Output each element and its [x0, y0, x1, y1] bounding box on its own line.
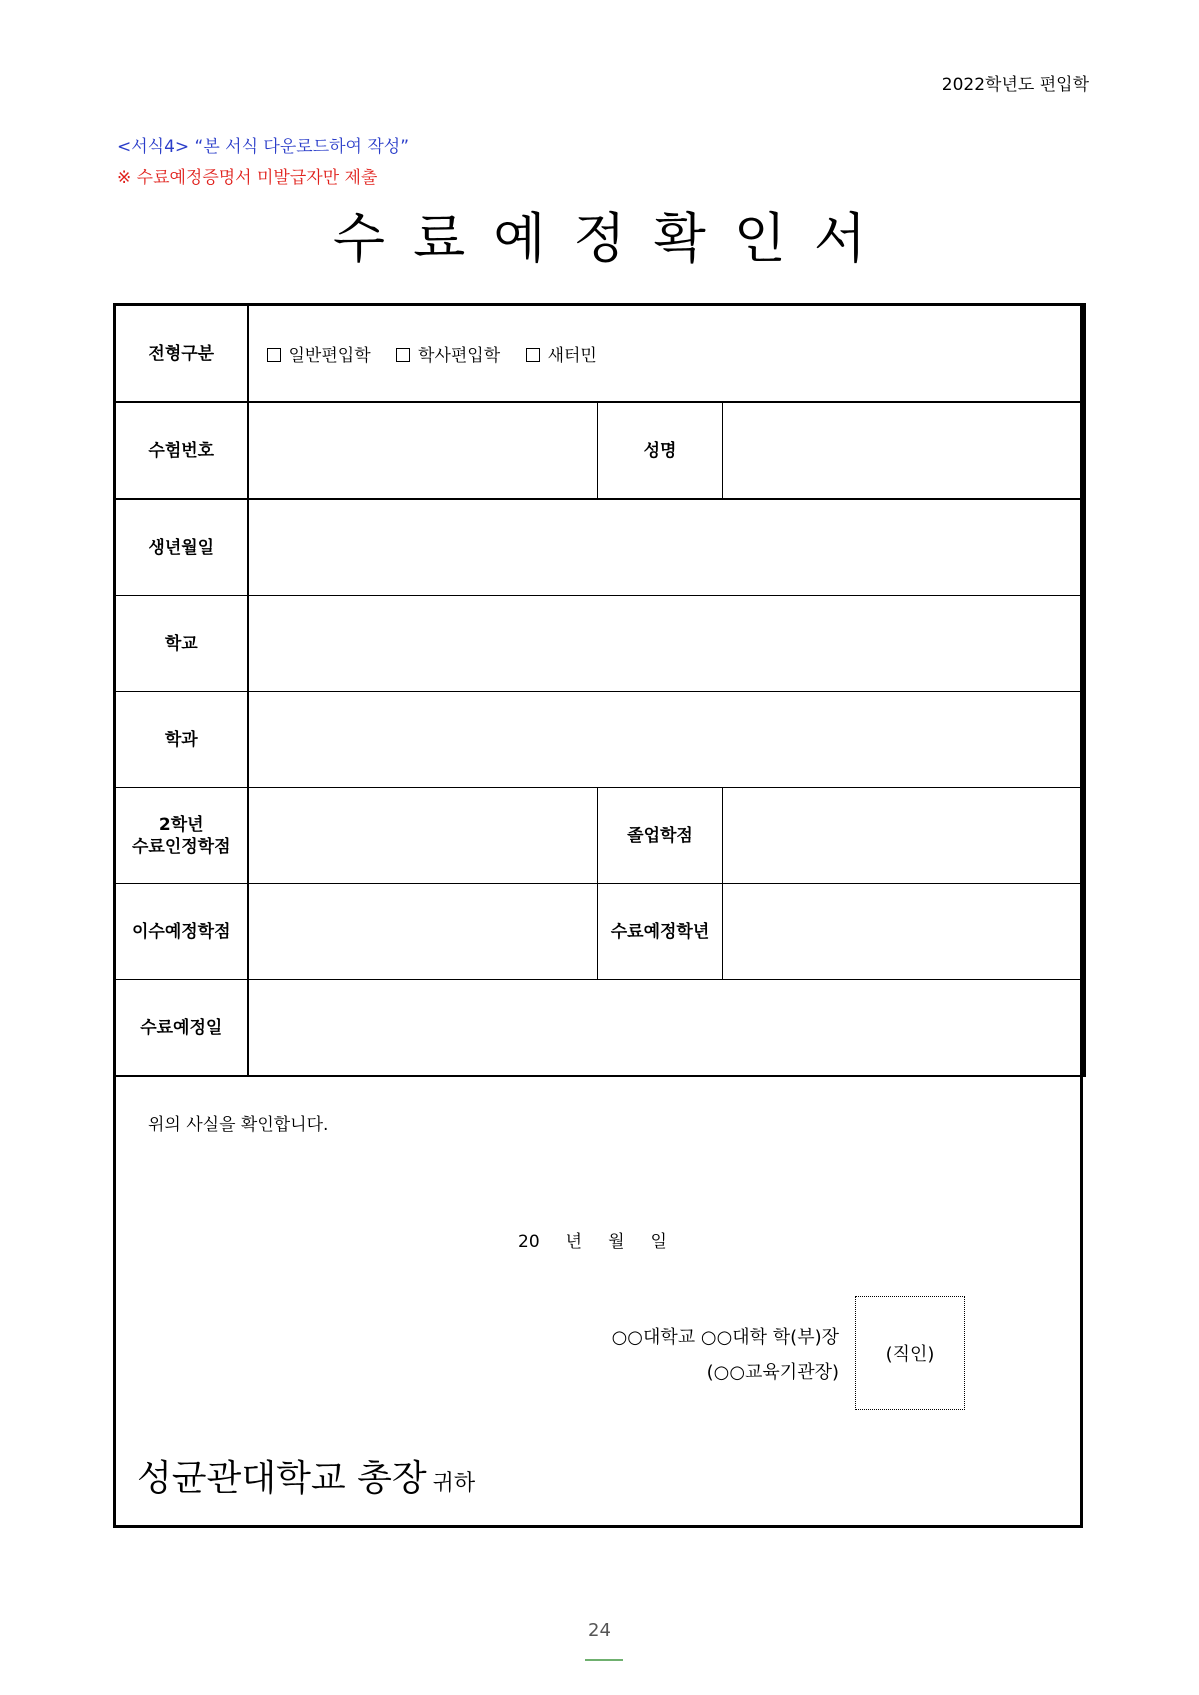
confirmation-statement: 위의 사실을 확인합니다.: [148, 1115, 329, 1135]
date-line: [518, 1227, 693, 1252]
expected-credits-label: 이수예정학점: [115, 884, 248, 980]
addressee-name: 성균관대학교 총장: [137, 1458, 427, 1499]
date-year: 20: [518, 1232, 540, 1252]
signer-title: ○○대학교 ○○대학 학(부)장: [611, 1327, 839, 1348]
option-general[interactable]: 일반편입학: [267, 341, 371, 366]
graduation-credits-label: 졸업학점: [598, 788, 723, 884]
signer-institution: (○○교육기관장): [706, 1362, 839, 1383]
official-seal-box: [855, 1296, 965, 1410]
date-year-unit: 년: [565, 1232, 583, 1252]
admission-type-label: 전형구분: [115, 305, 248, 403]
page-title: 수료예정확인서: [332, 207, 895, 270]
seal-label: (직인): [885, 1344, 935, 1365]
footer-decoration: [585, 1659, 623, 1661]
addressee: [137, 1450, 475, 1501]
credits-label: 2학년 수료인정학점: [115, 788, 248, 884]
option-defector[interactable]: 새터민: [526, 341, 597, 366]
school-label: 학교: [115, 596, 248, 692]
department-label: 학과: [115, 692, 248, 788]
addressee-suffix: 귀하: [432, 1471, 476, 1496]
exam-number-label: 수험번호: [115, 402, 248, 499]
page-number: 24: [588, 1620, 611, 1641]
name-label: 성명: [598, 402, 723, 499]
option-bachelor[interactable]: 학사편입학: [396, 341, 500, 366]
date-month-unit: 월: [608, 1232, 625, 1252]
expected-grade-label: 수료예정학년: [598, 884, 723, 980]
birth-label: 생년월일: [115, 499, 248, 596]
date-day-unit: 일: [650, 1232, 667, 1252]
expected-date-label: 수료예정일: [115, 980, 248, 1077]
header-year-label: 2022학년도 편입학: [941, 75, 1089, 95]
warning-note: ※ 수료예정증명서 미발급자만 제출: [117, 168, 378, 188]
form-note: <서식4> “본 서식 다운로드하여 작성”: [117, 137, 410, 157]
